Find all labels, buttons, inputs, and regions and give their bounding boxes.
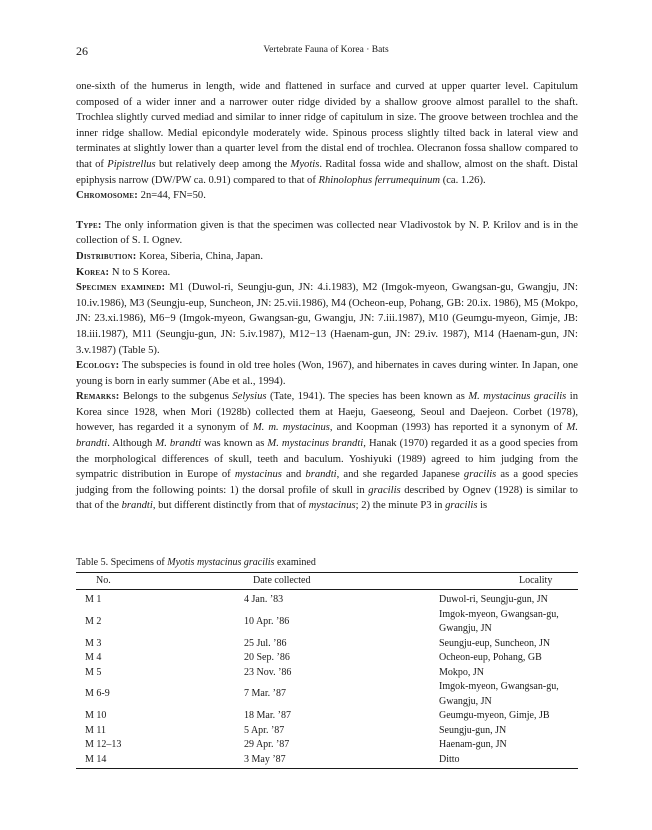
section-label: Korea: xyxy=(76,266,110,278)
table-row xyxy=(76,651,578,666)
section-label: Specimen examined: xyxy=(76,282,166,294)
paragraph-remarks: Remarks: Belongs to the subgenus Selysius (Tate, 1941). The species has been known as M. mystacinus gracilis in Korea since 1928, when Mori (1928b) collected them at Haeju, Gaeseong, Seoul and Daejeon. Corbet (1978), however, has regarded it a synonym of M. m. mystacinus, and Koopman (1993) has reported it a synonym of M. brandti. Although M. brandti was known as M. mystacinus brandti, Hanak (1970) regarded it as a good species from the morphological differences of skull, teeth and baculum. Yoshiyuki (1989) agreed to him judging from the sympatric distribution in Europe of mystacinus and brandti, and she regarded Japanese gracilis as a good species judging from the following points: 1) the dorsal profile of skull in gracilis described by Ognev (1928) is similar to that of the brandti, but different distinctly from that of mystacinus; 2) the minute P3 in gracilis is xyxy=(76,391,579,512)
table-row xyxy=(76,637,578,652)
cell-date: 5 Apr. ’87 xyxy=(244,724,285,736)
cell-locality: Seungju-gun, JN xyxy=(439,724,507,736)
paragraph-korea: Korea: N to S Korea. xyxy=(76,266,171,278)
cell-locality: Haenam-gun, JN xyxy=(439,739,507,750)
paragraph-distribution: Distribution: Korea, Siberia, China, Japan. xyxy=(76,250,263,262)
table-row xyxy=(76,666,578,681)
specimen-table xyxy=(76,572,578,769)
table-row xyxy=(76,709,578,724)
paragraph-specimen-examined: Specimen examined: M1 (Duwol-ri, Seungju-gun, JN: 4.i.1983), M2 (Imgok-myeon, Gwangsan-gu, Gwangju, JN: 10.iv.1986), M3 (Seungju-eup, Suncheon, JN: 25.vii.1986), M4 (Ocheon-eup, Pohang, GB: 20.ix. 1986), M5 (Mokpo, JN: 23.xi.1986), M6−9 (Imgok-myeon, Gwangsan-gu, Gwangju, JN: 7.iii.1987), M10 (Geumgu-myeon, Gimje, JB: 18.iii.1987), M11 (Seungju-gun, JN: 5.iv.1987), M12−13 (Haenam-gun, JN: 29.iv. 1987), M14 (Haenam-gun, JN: 3.v.1987) (Table 5). xyxy=(76,282,578,356)
column-header-no: No. xyxy=(76,573,191,590)
cell-no: M 11 xyxy=(85,724,107,736)
table-row xyxy=(76,590,578,608)
table-body xyxy=(76,590,578,769)
section-label: Ecology: xyxy=(76,360,120,372)
cell-date: 3 May ’87 xyxy=(191,753,401,769)
paragraph-humerus: one-sixth of the humerus in length, wide and flattened in surface and curved at upper quarter level. Capitulum composed of a wider inner and a narrower outer ridge divided by a shallow groove almost parallel to the shaft. Trochlea slightly curved mediad and similar to inner ridge of capitulum in size. The groove between trochlea and the inner ridge shallow. Medial epicondyle moderately wide. Spinous process slightly tilted back in lateral view and terminates at slightly lower than a quarter level from the distal end of trochlea. Olecranon fossa shallow compared to that of Pipistrellus but relatively deep among the Myotis. Radital fossa wide and shallow, almost on the shaft. Distal epiphysis narrow (DW/PW ca. 0.91) compared to that of Rhinolophus ferrumequinum (ca. 1.26). xyxy=(76,81,578,186)
section-label: Type: xyxy=(76,219,102,231)
table-row xyxy=(76,608,578,637)
cell-locality: Imgok-myeon, Gwangsan-gu, Gwangju, JN xyxy=(439,608,559,634)
cell-locality: Ocheon-eup, Pohang, GB xyxy=(439,652,542,663)
table-row xyxy=(76,724,578,739)
cell-date: 7 Mar. ’87 xyxy=(244,688,286,700)
cell-date: 18 Mar. ’87 xyxy=(244,710,291,721)
running-head: Vertebrate Fauna of Korea · Bats xyxy=(263,45,389,55)
cell-no: M 1 xyxy=(85,594,102,605)
section-label: Remarks: xyxy=(76,391,120,403)
section-label: Distribution: xyxy=(76,250,137,262)
cell-locality: Duwol-ri, Seungju-gun, JN xyxy=(439,594,548,605)
cell-date: 20 Sep. ’86 xyxy=(244,652,290,663)
cell-date: 23 Nov. ’86 xyxy=(244,666,292,678)
column-header-date: Date collected xyxy=(191,573,401,590)
cell-date: 10 Apr. ’86 xyxy=(244,615,290,627)
cell-locality: Imgok-myeon, Gwangsan-gu, Gwangju, JN xyxy=(439,681,559,707)
specimen-table-block xyxy=(76,557,578,769)
cell-no: M 6-9 xyxy=(85,688,110,700)
table-row xyxy=(76,680,578,709)
cell-no: M 14 xyxy=(76,753,191,769)
paragraph-type: Type: The only information given is that the specimen was collected near Vladivostok by N. P. Krilov and is in the collection of S. I. Ognev. xyxy=(76,219,578,247)
table-header-row xyxy=(76,573,578,590)
cell-no: M 3 xyxy=(85,637,102,649)
cell-date: 4 Jan. ’83 xyxy=(244,594,284,605)
table-caption: Table 5. Specimens of Myotis mystacinus gracilis examined xyxy=(76,557,316,568)
cell-locality: Seungju-eup, Suncheon, JN xyxy=(439,637,551,649)
cell-no: M 5 xyxy=(85,666,102,678)
cell-date: 25 Jul. ’86 xyxy=(244,637,287,649)
paragraph-chromosome: Chromosome: 2n=44, FN=50. xyxy=(76,190,206,202)
cell-locality: Geumgu-myeon, Gimje, JB xyxy=(439,710,550,721)
table-row xyxy=(76,738,578,753)
cell-no: M 4 xyxy=(85,652,102,663)
cell-locality: Ditto xyxy=(401,753,578,769)
section-label: Chromosome: xyxy=(76,190,138,202)
table-row xyxy=(76,753,578,769)
cell-locality: Mokpo, JN xyxy=(439,666,485,678)
cell-no: M 12–13 xyxy=(85,739,122,750)
cell-no: M 10 xyxy=(85,710,107,721)
cell-no: M 2 xyxy=(85,615,102,627)
column-header-locality: Locality xyxy=(401,573,578,590)
paragraph-ecology: Ecology: The subspecies is found in old tree holes (Won, 1967), and hibernates in caves during winter. In Japan, one young is born in early summer (Abe et al., 1994). xyxy=(76,360,578,387)
cell-date: 29 Apr. ’87 xyxy=(244,739,290,750)
page-number: 26 xyxy=(76,44,88,58)
body-text xyxy=(76,79,578,514)
